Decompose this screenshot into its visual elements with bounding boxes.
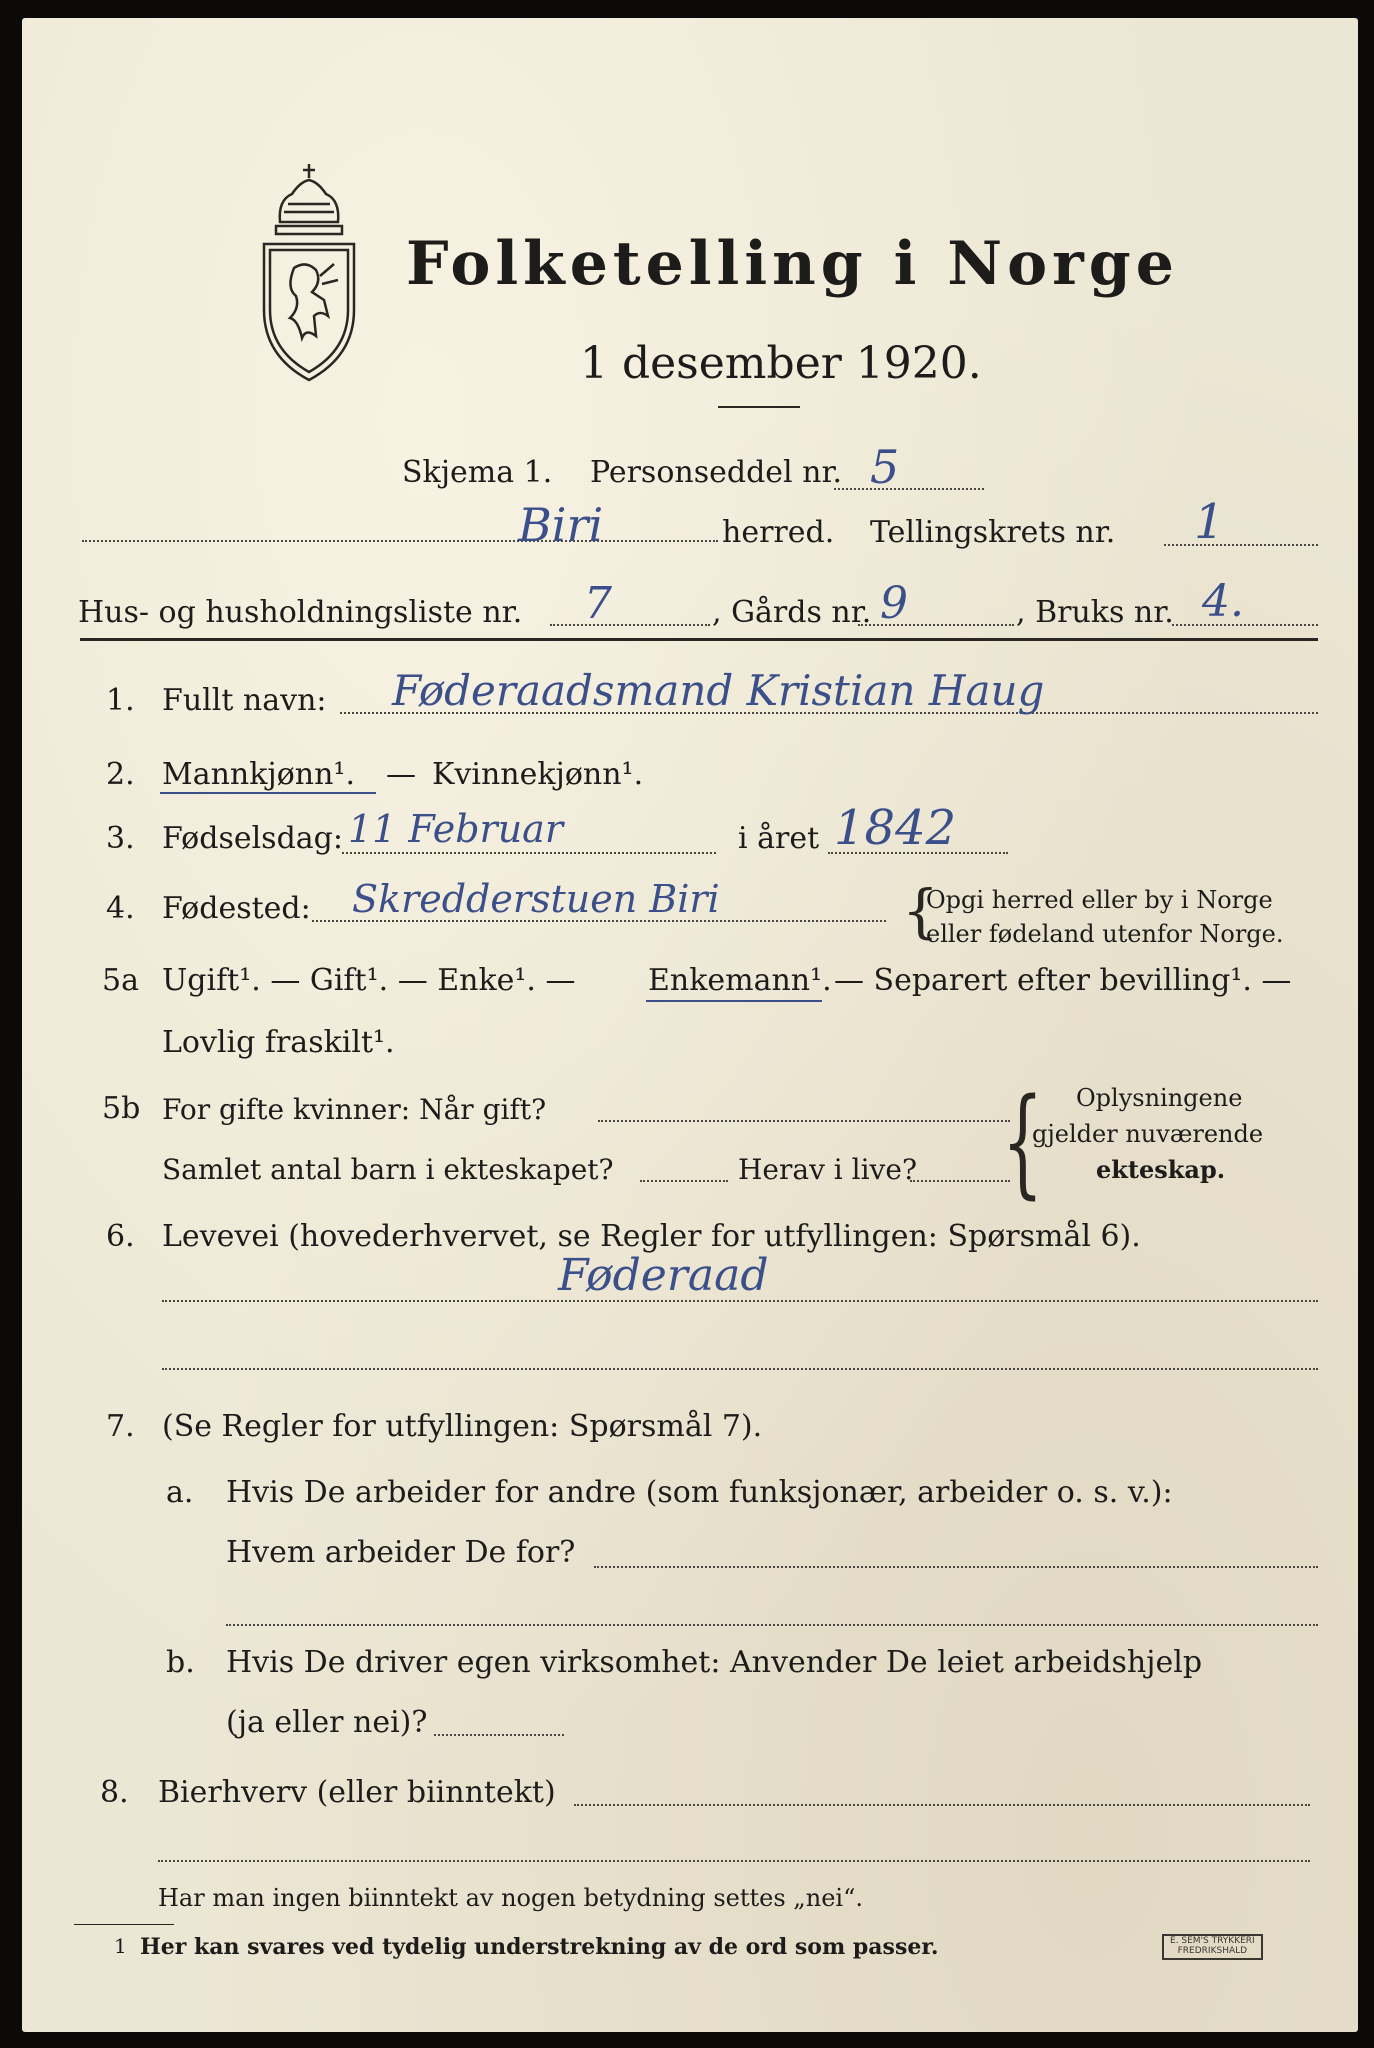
herred-value[interactable]: Biri	[518, 498, 604, 552]
q3-field-line	[342, 852, 716, 854]
q5b-note-line3: ekteskap.	[1096, 1155, 1226, 1184]
q4-note-brace: {	[902, 877, 939, 945]
title-divider	[718, 406, 800, 408]
q3-year-value[interactable]: 1842	[834, 800, 957, 856]
q8-label: Bierhverv (eller biinntekt)	[158, 1775, 556, 1810]
q7a-letter: a.	[166, 1475, 194, 1510]
q6-field-line-2	[162, 1368, 1318, 1370]
bruks-label: , Bruks nr.	[1016, 595, 1174, 630]
coat-of-arms-icon	[250, 160, 368, 386]
q8-note: Har man ingen biinntekt av nogen betydning settes „nei“.	[158, 1884, 863, 1912]
q5a-number: 5a	[102, 963, 139, 998]
footnote-divider	[74, 1924, 174, 1925]
q4-number: 4.	[106, 891, 135, 926]
tellingskrets-value[interactable]: 1	[1194, 494, 1225, 550]
tellingskrets-field-line	[1164, 544, 1318, 546]
herred-label: herred.	[722, 515, 835, 550]
tellingskrets-label: Tellingskrets nr.	[870, 515, 1116, 550]
q7b-letter: b.	[166, 1645, 195, 1680]
q2-separator: —	[386, 757, 416, 792]
q7b-line2: (ja eller nei)?	[226, 1705, 428, 1740]
q4-note-line2: eller fødeland utenfor Norge.	[926, 920, 1284, 948]
q3-number: 3.	[106, 821, 135, 856]
census-form-page	[22, 18, 1358, 2032]
q6-value[interactable]: Føderaad	[558, 1250, 769, 1301]
q2-number: 2.	[106, 757, 135, 792]
q5b-note-brace: {	[1002, 1072, 1044, 1210]
footnote-text: Her kan svares ved tydelig understrekning av de ord som passer.	[140, 1934, 939, 1960]
hus-value[interactable]: 7	[584, 578, 612, 629]
q2-female-option[interactable]: Kvinnekjønn¹.	[432, 757, 644, 792]
q5a-options-part2: — Separert efter bevilling¹. —	[834, 963, 1292, 998]
hus-label: Hus- og husholdningsliste nr.	[78, 595, 523, 630]
q4-note-line1: Opgi herred eller by i Norge	[926, 886, 1273, 914]
personseddel-value[interactable]: 5	[870, 440, 900, 494]
q5a-options-line2: Lovlig fraskilt¹.	[162, 1025, 395, 1060]
schema-label: Skjema 1.	[402, 455, 553, 490]
q6-label: Levevei (hovederhvervet, se Regler for utfyllingen: Spørsmål 6).	[162, 1219, 1141, 1254]
q7a-field-line-1	[594, 1566, 1318, 1568]
q3-value[interactable]: 11 Februar	[348, 807, 563, 851]
q7-number: 7.	[106, 1409, 135, 1444]
q8-field-line-1	[574, 1804, 1310, 1806]
gards-label: , Gårds nr.	[712, 595, 872, 630]
herred-field-line	[82, 540, 718, 542]
q7-label: (Se Regler for utfyllingen: Spørsmål 7).	[162, 1409, 763, 1444]
gards-value[interactable]: 9	[880, 578, 908, 629]
q1-value[interactable]: Føderaadsmand Kristian Haug	[392, 666, 1045, 715]
census-date: 1 desember 1920.	[580, 338, 982, 389]
q1-label: Fullt navn:	[162, 683, 327, 718]
q5a-enkemann-underline	[646, 1000, 822, 1002]
personseddel-label: Personseddel nr.	[590, 455, 843, 490]
q4-label: Fødested:	[162, 891, 311, 926]
q5b-alive-label: Herav i live?	[738, 1153, 917, 1186]
form-title: Folketelling i Norge	[406, 229, 1179, 299]
q7b-line1: Hvis De driver egen virksomhet: Anvender De leiet arbeidshjelp	[226, 1645, 1203, 1680]
q5b-children-field-line	[640, 1180, 728, 1182]
q2-male-underline	[160, 792, 376, 794]
q5b-note-line2: gjelder nuværende	[1032, 1120, 1264, 1148]
footnote-mark: 1	[114, 1934, 127, 1958]
q3-label: Fødselsdag:	[162, 821, 343, 856]
q7a-line2: Hvem arbeider De for?	[226, 1535, 576, 1570]
q5b-children-label: Samlet antal barn i ekteskapet?	[162, 1153, 614, 1186]
q5b-note-line1: Oplysningene	[1076, 1084, 1243, 1112]
q8-number: 8.	[100, 1775, 129, 1810]
q2-male-option[interactable]: Mannkjønn¹.	[162, 757, 355, 792]
q5b-married-field-line	[598, 1120, 1010, 1122]
q5b-line1: For gifte kvinner: Når gift?	[162, 1093, 547, 1126]
q7a-field-line-2	[226, 1624, 1318, 1626]
q5b-number: 5b	[102, 1091, 141, 1126]
q5b-alive-field-line	[910, 1180, 1010, 1182]
personseddel-field-line	[834, 488, 984, 490]
bruks-field-line	[1172, 624, 1318, 626]
bruks-value[interactable]: 4.	[1202, 576, 1244, 627]
q1-number: 1.	[106, 683, 135, 718]
q6-number: 6.	[106, 1219, 135, 1254]
printer-stamp-line2: FREDRIKSHALD	[1177, 1945, 1248, 1956]
printer-stamp-line1: E. SEM'S TRYKKERI	[1170, 1936, 1255, 1946]
q8-field-line-2	[158, 1860, 1310, 1862]
q5a-enkemann-option[interactable]: Enkemann¹.	[648, 963, 832, 998]
hus-field-line	[550, 624, 710, 626]
header-divider	[80, 638, 1318, 641]
q5a-options-part1: Ugift¹. — Gift¹. — Enke¹. —	[162, 963, 576, 998]
q4-value[interactable]: Skredderstuen Biri	[352, 877, 720, 921]
q7b-field-line	[434, 1734, 564, 1736]
q7a-line1: Hvis De arbeider for andre (som funksjonær, arbeider o. s. v.):	[226, 1475, 1173, 1510]
printer-stamp	[1162, 1934, 1263, 1960]
q3-year-label: i året	[738, 821, 820, 856]
